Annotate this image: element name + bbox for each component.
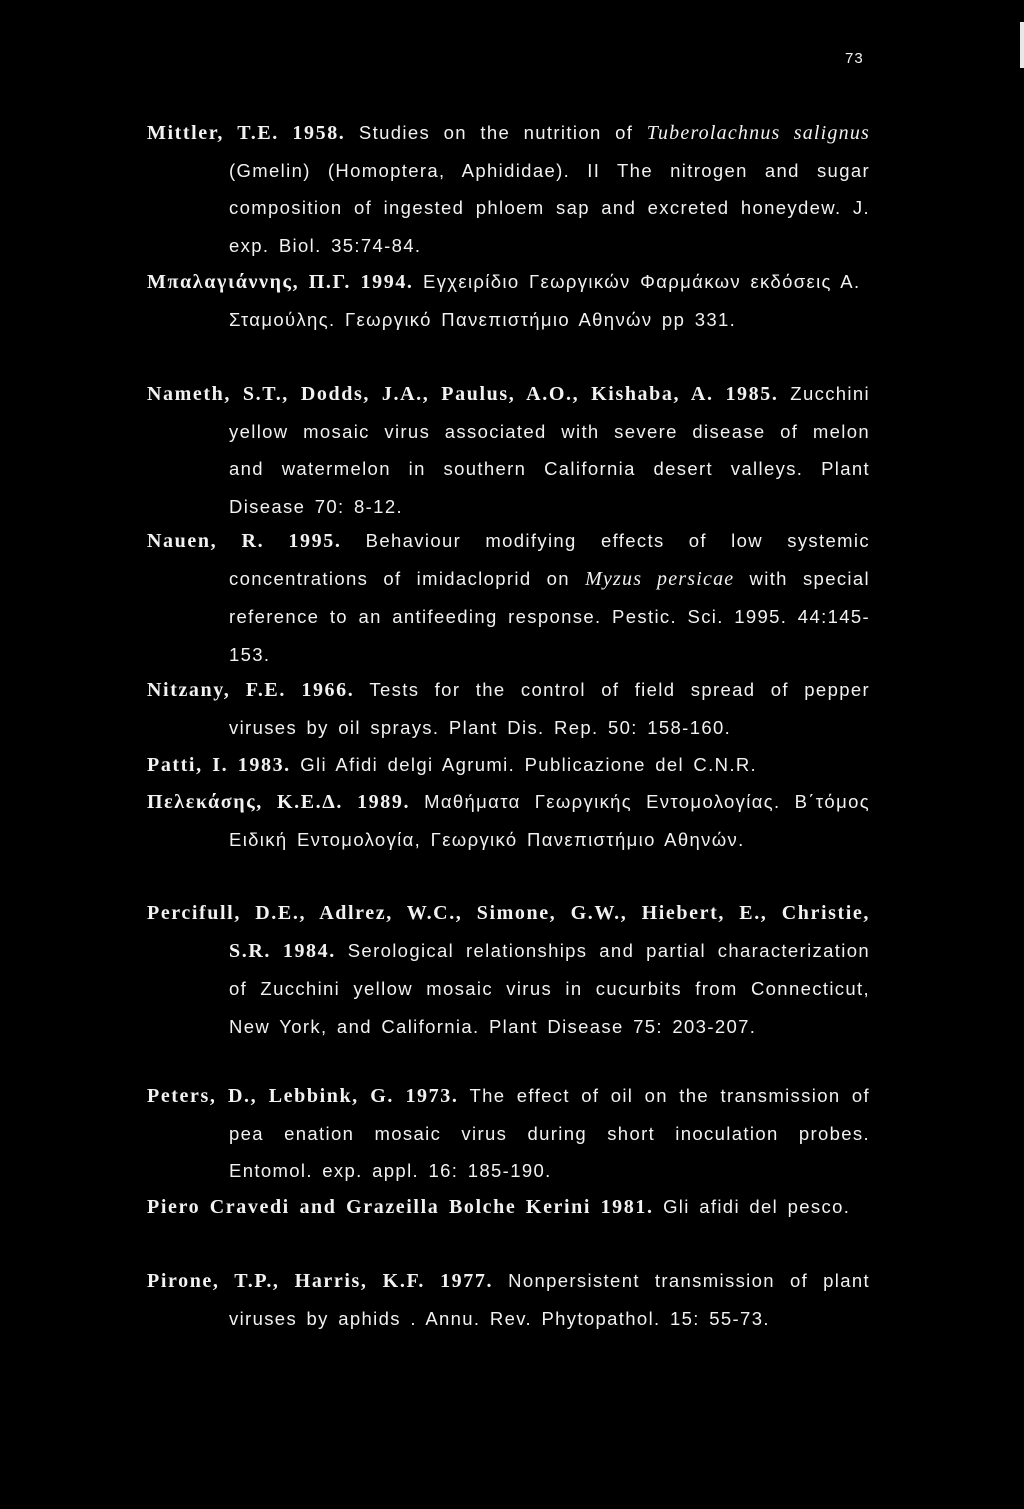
reference-text: Behaviour modifying effects of low systemic concentrations of imidacloprid on (229, 530, 870, 590)
reference-entry (147, 746, 870, 784)
reference-year: 1958. (292, 122, 346, 144)
reference-authors: Pirone, T.P., Harris, K.F. (147, 1270, 426, 1292)
reference-entry (147, 522, 870, 673)
reference-text: Gli Afidi delgi Agrumi. Publicazione del C.N.R. (290, 754, 758, 775)
reference-entry (147, 1188, 870, 1226)
reference-year: 1994. (360, 271, 414, 293)
page-number: 73 (845, 50, 864, 67)
reference-year: 1977. (440, 1270, 494, 1292)
reference-entry (147, 114, 870, 264)
reference-text: Studies on the nutrition of (345, 122, 647, 143)
reference-entry (147, 894, 870, 1045)
reference-text: with special reference to an antifeeding response. Pestic. Sci. 1995. 44:145-153. (229, 568, 870, 665)
reference-authors: Nauen, R. (147, 530, 265, 552)
reference-year: 1995. (288, 530, 342, 552)
reference-authors: Piero Cravedi and Grazeilla Bolche Kerini (147, 1196, 592, 1218)
reference-entry (147, 783, 870, 858)
reference-entry (147, 671, 870, 746)
reference-authors: Mittler, T.E. (147, 122, 279, 144)
reference-text: Nonpersistent transmission of plant viruses by aphids . Annu. Rev. Phytopathol. 15: 55-73. (229, 1270, 870, 1330)
reference-text: (Gmelin) (Homoptera, Aphididae). II The nitrogen and sugar composition of ingested phloem sap and excreted honeydew. J. exp. Biol. 35:74-84. (229, 160, 870, 256)
reference-text: Gli afidi del pesco. (653, 1196, 851, 1217)
reference-text: Serological relationships and partial characterization of Zucchini yellow mosaic virus in cucurbits from Connecticut, New York, and California. Plant Disease 75: 203-207. (229, 940, 870, 1037)
reference-year: 1985. (725, 383, 779, 405)
reference-year: 1989. (357, 791, 411, 813)
reference-authors: Nitzany, F.E. (147, 679, 286, 701)
reference-entry (147, 375, 870, 525)
reference-text: The effect of oil on the transmission of pea enation mosaic virus during short inoculation probes. Entomol. exp. appl. 16: 185-190. (229, 1085, 870, 1182)
reference-text: Μαθήματα Γεωργικής Εντομολογίας. Β΄τόμος Ειδική Εντομολογία, Γεωργικό Πανεπιστήμιο Αθηνών. (229, 791, 870, 851)
reference-authors: Patti, I. (147, 754, 229, 776)
reference-entry (147, 1262, 870, 1337)
reference-text: Tests for the control of field spread of pepper viruses by oil sprays. Plant Dis. Rep. 50: 158-160. (229, 679, 870, 739)
species-name: Tuberolachnus salignus (646, 122, 870, 144)
reference-authors: Πελεκάσης, Κ.Ε.Δ. (147, 791, 344, 813)
reference-year: 1966. (301, 679, 355, 701)
reference-text: Zucchini yellow mosaic virus associated with severe disease of melon and watermelon in southern California desert valleys. Plant Disease 70: 8-12. (229, 383, 870, 517)
reference-authors: Percifull, D.E., Adlrez, W.C., Simone, G.W., Hiebert, E., Christie, S.R. (147, 902, 870, 963)
reference-authors: Μπαλαγιάννης, Π.Γ. (147, 271, 352, 293)
reference-year: 1983. (237, 754, 291, 776)
reference-entry (147, 1077, 870, 1190)
reference-year: 1981. (600, 1196, 654, 1218)
reference-authors: Nameth, S.T., Dodds, J.A., Paulus, A.O., Kishaba, A. (147, 383, 714, 405)
species-name: Myzus persicae (585, 568, 735, 591)
reference-authors: Peters, D., Lebbink, G. (147, 1085, 395, 1107)
reference-year: 1973. (405, 1085, 459, 1107)
reference-entry (147, 263, 870, 338)
reference-year: 1984. (282, 940, 336, 963)
reference-text: Εγχειρίδιο Γεωργικών Φαρμάκων εκδόσεις Α. Σταμούλης. Γεωργικό Πανεπιστήμιο Αθηνών pp 331. (229, 271, 861, 331)
